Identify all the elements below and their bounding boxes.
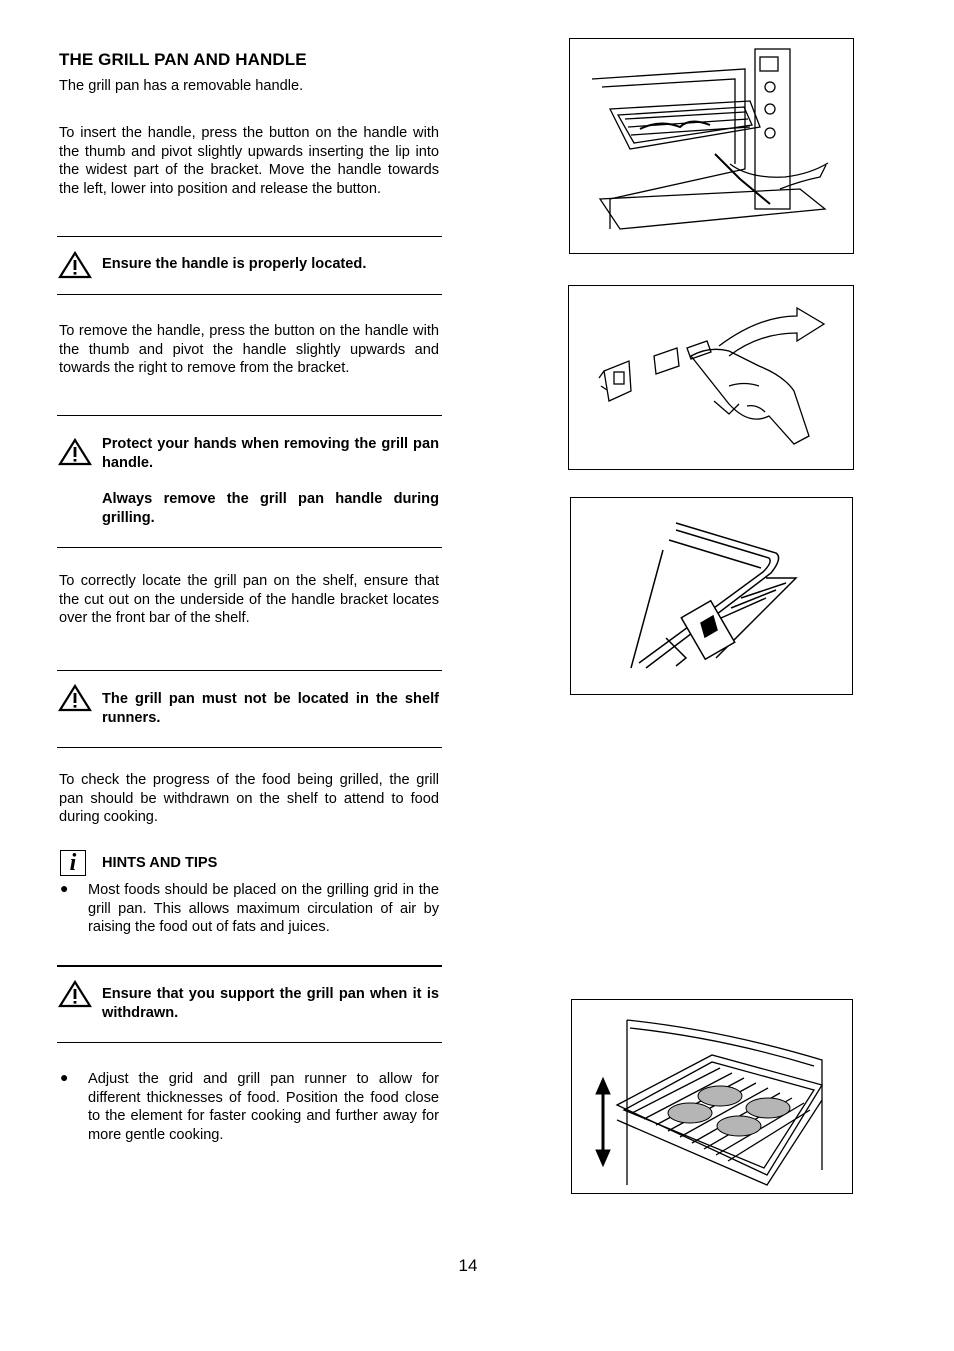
hand-removing-handle-illustration (569, 286, 852, 468)
warning-triangle-icon (58, 251, 92, 279)
hints-title: HINTS AND TIPS (102, 855, 218, 871)
check-progress-text: To check the progress of the food being grilled, the grill pan should be withdrawn on the shelf to attend to food during cooking. (59, 772, 439, 825)
bullet-icon: ● (60, 1069, 69, 1085)
bullet-icon: ● (60, 880, 69, 896)
warning-support-pan: Ensure that you support the grill pan when it is withdrawn. (102, 986, 439, 1021)
insert-handle-text: To insert the handle, press the button on the handle with the thumb and pivot slightly upwards inserting the lip into the widest part of the bracket. Move the handle towards the left, lower into position and release the button. (59, 125, 439, 197)
divider (57, 670, 442, 671)
oven-grill-pan-illustration (570, 39, 852, 252)
warning-protect-hands: Protect your hands when removing the grill pan handle. (102, 436, 439, 471)
warning-triangle-icon (58, 438, 92, 466)
divider (57, 747, 442, 748)
hint-item: Adjust the grid and grill pan runner to allow for different thicknesses of food. Position the food close to the element for faster cooking and further away for more gentle cooking. (88, 1071, 439, 1143)
divider (57, 294, 442, 295)
warning-triangle-icon (58, 684, 92, 712)
page-number: 14 (458, 1256, 478, 1275)
warning-remove-handle: Always remove the grill pan handle during grilling. (102, 491, 439, 526)
remove-handle-text: To remove the handle, press the button on the handle with the thumb and pivot the handle slightly upwards and towards the right to remove from the bracket. (59, 323, 439, 376)
figure-remove-handle (568, 285, 854, 470)
hint-item: Most foods should be placed on the grilling grid in the grill pan. This allows maximum circulation of air by raising the food out of fats and juices. (88, 882, 439, 935)
shelf-bracket-illustration (571, 498, 851, 693)
divider (57, 1042, 442, 1043)
figure-locate-bracket (570, 497, 853, 695)
locate-pan-text: To correctly locate the grill pan on the shelf, ensure that the cut out on the underside of the handle bracket locates over the front bar of the shelf. (59, 573, 439, 626)
divider (57, 236, 442, 237)
divider (57, 965, 442, 967)
info-icon: i (60, 850, 86, 876)
grid-height-illustration (572, 1000, 851, 1192)
warning-shelf-runners: The grill pan must not be located in the shelf runners. (102, 691, 439, 726)
divider (57, 415, 442, 416)
intro-text: The grill pan has a removable handle. (59, 78, 304, 94)
divider (57, 547, 442, 548)
figure-insert-handle (569, 38, 854, 254)
figure-grid-position (571, 999, 853, 1194)
warning-triangle-icon (58, 980, 92, 1008)
warning-handle-located: Ensure the handle is properly located. (102, 256, 367, 272)
section-title: THE GRILL PAN AND HANDLE (59, 50, 307, 69)
